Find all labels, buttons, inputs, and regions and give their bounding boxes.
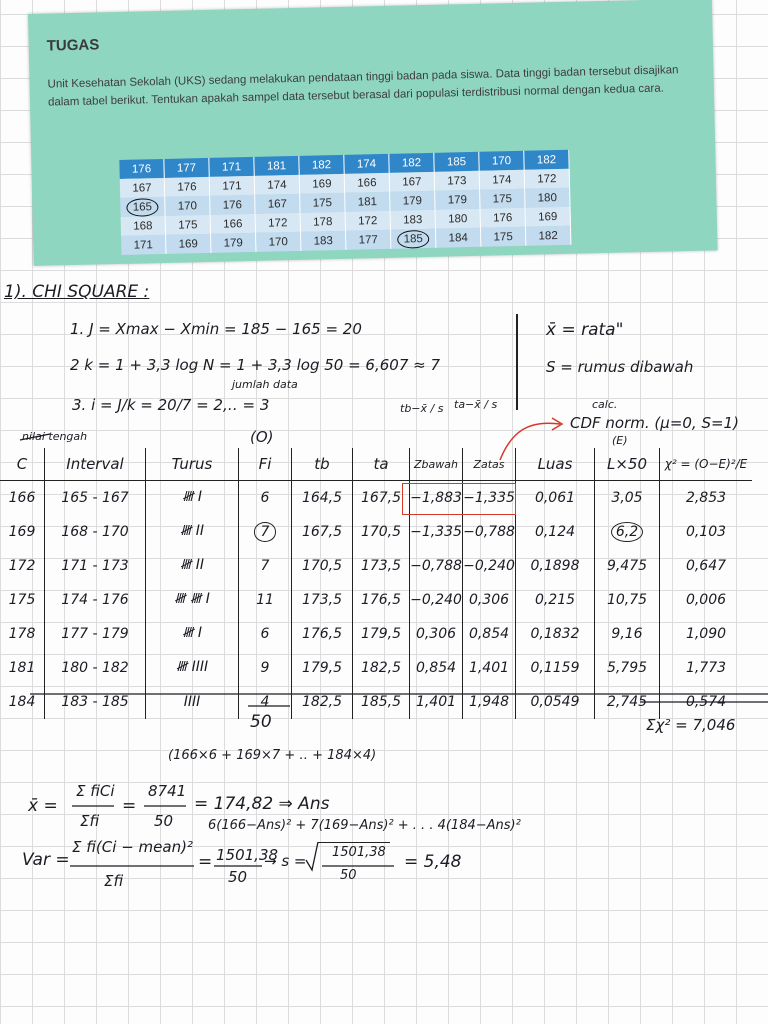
z-upper-formula: ta−x̄ / s: [454, 398, 498, 411]
sd-result: = 5,48: [404, 852, 462, 872]
sd-definition: S = rumus dibawah: [546, 358, 694, 376]
circled-min-value: 165: [120, 197, 165, 217]
total-frequency: 50: [250, 712, 272, 732]
expected-label: (E): [612, 434, 628, 447]
task-description: Unit Kesehatan Sekolah (UKS) sedang melakukan pendataan tinggi badan pada siswa. Data tinggi badan tersebut disajikan dalam tabel berikut. Tentukan apakah sampel data tersebut berasal dari populasi terdistribusi normal dengan kedua cara.: [47, 64, 679, 109]
mean-lhs: x̄ =: [28, 796, 58, 816]
mean-denominator: Σfi: [80, 812, 100, 830]
table-row: 172 171 - 173 𝍸 II 7 170,5 173,5 −0,788 −0,240 0,1898 9,475 0,647: [0, 549, 752, 583]
variance-num-value: 1501,38: [216, 846, 279, 864]
table-header-row: C Interval Turus Fi tb ta Zbawah Zatas Luas L×50 χ² = (O−E)²/E: [0, 448, 752, 481]
z-lower-formula: tb−x̄ / s: [400, 402, 444, 415]
interval-width-step: 3. i = J/k = 20/7 = 2,‥ = 3: [72, 396, 270, 414]
table-row: 169 168 - 170 𝍸 II 7 167,5 170,5 −1,335 −0,788 0,124 6,2 0,103: [0, 515, 752, 549]
class-count-step: 2 k = 1 + 3,3 log N = 1 + 3,3 log 50 = 6,607 ≈ 7: [70, 356, 441, 374]
cdf-note: CDF norm. (μ=0, S=1): [570, 414, 739, 432]
mean-expansion-hint: (166×6 + 169×7 + ‥ + 184×4): [168, 748, 377, 763]
variance-numerator: Σ fi(Ci − mean)²: [72, 838, 193, 856]
jumlah-data-note: jumlah data: [232, 378, 298, 391]
mean-equals: =: [122, 796, 137, 816]
table-row: 181 180 - 182 𝍸 IIII 9 179,5 182,5 0,854 1,401 0,1159 5,795 1,773: [0, 651, 752, 685]
sd-equals: → s =: [264, 852, 307, 870]
mean-count-value: 50: [154, 812, 174, 830]
table-row: 176 177 171 181 182 174 182 185 170 182: [119, 150, 569, 179]
table-row: 178 177 - 179 𝍸 I 6 176,5 179,5 0,306 0,854 0,1832 9,16 1,090: [0, 617, 752, 651]
table-row: 171 169 179 170 183 177 185 184 175 182: [121, 226, 571, 255]
variance-den-value: 50: [228, 868, 248, 886]
mean-result: = 174,82 ⇒ Ans: [194, 794, 330, 814]
mean-sum-value: 8741: [148, 782, 187, 800]
nilai-tengah-note: nilai tengah: [22, 430, 88, 443]
mean-numerator: Σ fiCi: [76, 782, 115, 800]
table-row: 184 183 - 185 IIII 4 182,5 185,5 1,401 1,948 0,0549 2,745 0,574: [0, 685, 752, 719]
range-step: 1. J = Xmax − Xmin = 185 − 165 = 20: [70, 320, 362, 338]
circled-fi: 7: [239, 515, 292, 549]
mean-definition: x̄ = rata": [546, 320, 624, 340]
sd-radicand-den: 50: [340, 868, 357, 883]
table-row: 175 174 - 176 𝍸 𝍸 I 11 173,5 176,5 −0,240 0,306 0,215 10,75 0,006: [0, 583, 752, 617]
task-title: TUGAS: [46, 36, 100, 55]
variance-denominator: Σfi: [104, 872, 124, 890]
table-row: 168 175 166 172 178 172 183 180 176 169: [121, 207, 571, 236]
variance-lhs: Var =: [22, 850, 70, 870]
sd-radicand-num: 1501,38: [318, 842, 390, 860]
circled-max-value: 185: [390, 229, 435, 249]
calc-note: calc.: [592, 398, 618, 411]
circled-expected: 6,2: [595, 515, 660, 549]
variance-expansion-hint: 6(166−Ans)² + 7(169−Ans)² + . . . 4(184−Ans)²: [208, 818, 521, 833]
chi-square-sum: Σχ² = 7,046: [646, 716, 736, 734]
section-heading: 1). CHI SQUARE :: [4, 282, 150, 302]
observed-label: (O): [250, 428, 274, 446]
table-row: 165 170 176 167 175 181 179 179 175 180: [120, 188, 570, 217]
variance-equals: =: [198, 852, 213, 872]
table-row: 166 165 - 167 𝍸 I 6 164,5 167,5 −1,883 −1,335 0,061 3,05 2,853: [0, 481, 752, 516]
table-row: 167 176 171 174 169 166 167 173 174 172: [120, 169, 570, 198]
